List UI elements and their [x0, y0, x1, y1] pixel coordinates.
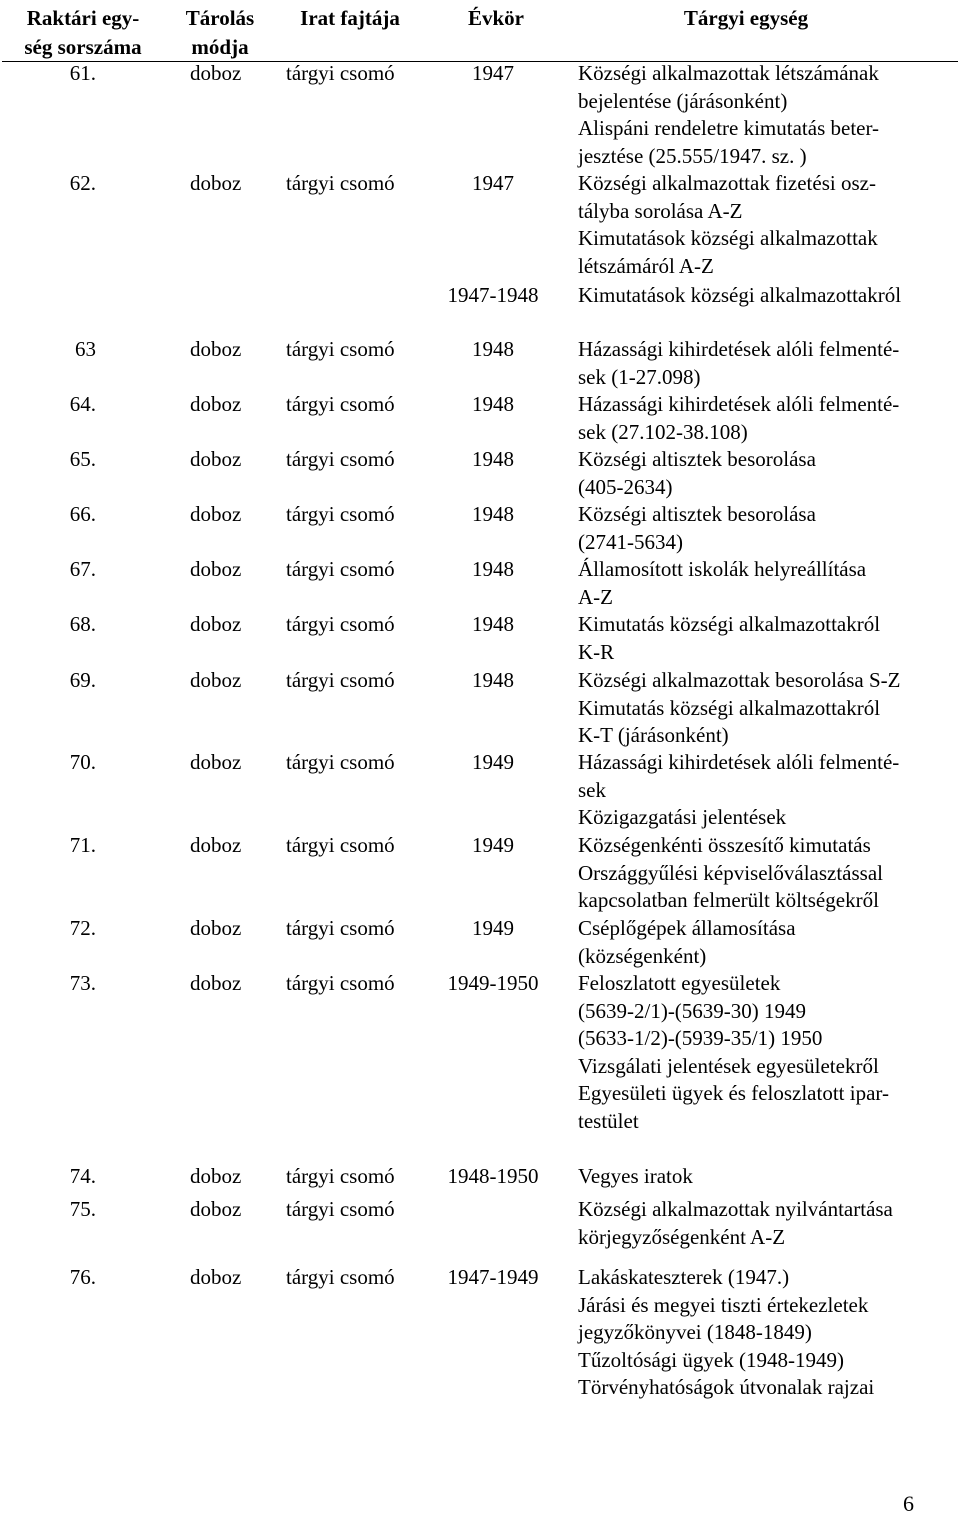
row-65-number: 65. — [69, 447, 96, 471]
row-70-subject: Házassági kihirdetések alóli felmenté- sek Közigazgatási jelentések — [578, 750, 900, 829]
row-63-type: tárgyi csomó — [286, 337, 395, 361]
row-63-subject: Házassági kihirdetések alóli felmenté- sek (1-27.098) — [578, 337, 900, 389]
header-document-type: Irat fajtája — [300, 6, 400, 30]
row-65-type: tárgyi csomó — [286, 447, 395, 471]
row-75-number: 75. — [69, 1197, 96, 1221]
row-64-storage: doboz — [190, 392, 242, 416]
row-61-number: 61. — [69, 61, 96, 85]
row-71-type: tárgyi csomó — [286, 833, 395, 857]
row-61-subject: Községi alkalmazottak létszámának bejelentése (járásonként) Alispáni rendeletre kimutatás beter- jesztése (25.555/1947. sz. ) — [578, 61, 880, 168]
row-73-subject: Feloszlatott egyesületek (5639-2/1)-(5639-30) 1949 (5633-1/2)-(5939-35/1) 1950 Vizsgálati jelentések egyesületekről Egyesületi ügyek és feloszlatott ipar- testület — [578, 971, 889, 1133]
row-74-storage: doboz — [190, 1164, 242, 1188]
header-storage-method: Tárolás módja — [185, 6, 255, 59]
row-64-subject: Házassági kihirdetések alóli felmenté- sek (27.102-38.108) — [578, 392, 900, 444]
row-68-type: tárgyi csomó — [286, 612, 395, 636]
row-74-years: 1948-1950 — [447, 1164, 539, 1188]
row-75-type: tárgyi csomó — [286, 1197, 395, 1221]
row-69-storage: doboz — [190, 668, 242, 692]
row-61-years: 1947 — [472, 61, 514, 85]
row-67-years: 1948 — [472, 557, 514, 581]
row-69-subject: Községi alkalmazottak besorolása S-Z Kimutatás községi alkalmazottakról K-T (járásonként) — [578, 668, 901, 747]
row-70-years: 1949 — [472, 750, 514, 774]
row-67-type: tárgyi csomó — [286, 557, 395, 581]
row-63-storage: doboz — [190, 337, 242, 361]
row-71-number: 71. — [69, 833, 96, 857]
row-62b-years: 1947-1948 — [447, 283, 539, 307]
row-68-years: 1948 — [472, 612, 514, 636]
row-76-type: tárgyi csomó — [286, 1265, 395, 1289]
row-76-years: 1947-1949 — [447, 1265, 539, 1289]
header-time-span: Évkör — [467, 6, 524, 30]
row-70-storage: doboz — [190, 750, 242, 774]
row-73-number: 73. — [69, 971, 96, 995]
row-68-storage: doboz — [190, 612, 242, 636]
row-74-subject: Vegyes iratok — [578, 1164, 693, 1188]
row-72-number: 72. — [69, 916, 96, 940]
row-75-storage: doboz — [190, 1197, 242, 1221]
row-62-storage: doboz — [190, 171, 242, 195]
row-76-subject: Lakáskateszterek (1947.) Járási és megyei tiszti értekezletek jegyzőkönyvei (1848-1849) Tűzoltósági ügyek (1948-1949) Törvényhatóságok útvonalak rajzai — [578, 1265, 875, 1399]
row-71-subject: Községenkénti összesítő kimutatás Országgyűlési képviselőválasztással kapcsolatban felmerült költségekről — [578, 833, 883, 912]
row-72-storage: doboz — [190, 916, 242, 940]
row-68-number: 68. — [69, 612, 96, 636]
row-68-subject: Kimutatás községi alkalmazottakról K-R — [578, 612, 881, 664]
row-67-subject: Államosított iskolák helyreállítása A-Z — [578, 557, 867, 609]
row-72-type: tárgyi csomó — [286, 916, 395, 940]
row-76-storage: doboz — [190, 1265, 242, 1289]
row-62-subject: Községi alkalmazottak fizetési osz- tályba sorolása A-Z Kimutatások községi alkalmazottak létszámáról A-Z — [578, 171, 878, 278]
row-72-subject: Cséplőgépek államosítása (községenként) — [578, 916, 796, 968]
row-67-number: 67. — [69, 557, 96, 581]
row-71-storage: doboz — [190, 833, 242, 857]
row-65-subject: Községi altisztek besorolása (405-2634) — [578, 447, 816, 499]
header-subject-unit: Tárgyi egység — [683, 6, 809, 30]
row-69-type: tárgyi csomó — [286, 668, 395, 692]
row-66-subject: Községi altisztek besorolása (2741-5634) — [578, 502, 816, 554]
row-73-years: 1949-1950 — [447, 971, 539, 995]
row-62b-subject: Kimutatások községi alkalmazottakról — [578, 283, 902, 307]
row-62-type: tárgyi csomó — [286, 171, 395, 195]
row-69-number: 69. — [69, 668, 96, 692]
row-73-type: tárgyi csomó — [286, 971, 395, 995]
header-unit-number: Raktári egy- ség sorszáma — [24, 6, 142, 59]
row-70-type: tárgyi csomó — [286, 750, 395, 774]
row-72-years: 1949 — [472, 916, 514, 940]
row-63-number: 63 — [75, 337, 96, 361]
row-64-years: 1948 — [472, 392, 514, 416]
row-74-number: 74. — [69, 1164, 96, 1188]
row-66-years: 1948 — [472, 502, 514, 526]
row-66-type: tárgyi csomó — [286, 502, 395, 526]
row-73-storage: doboz — [190, 971, 242, 995]
row-65-years: 1948 — [472, 447, 514, 471]
row-66-storage: doboz — [190, 502, 242, 526]
row-71-years: 1949 — [472, 833, 514, 857]
row-61-type: tárgyi csomó — [286, 61, 395, 85]
row-62-number: 62. — [69, 171, 96, 195]
row-74-type: tárgyi csomó — [286, 1164, 395, 1188]
page-number: 6 — [903, 1491, 914, 1516]
row-75-subject: Községi alkalmazottak nyilvántartása körjegyzőségenként A-Z — [578, 1197, 893, 1249]
row-70-number: 70. — [69, 750, 96, 774]
row-64-number: 64. — [69, 392, 96, 416]
row-76-number: 76. — [69, 1265, 96, 1289]
row-67-storage: doboz — [190, 557, 242, 581]
row-62-years: 1947 — [472, 171, 514, 195]
row-61-storage: doboz — [190, 61, 242, 85]
row-65-storage: doboz — [190, 447, 242, 471]
row-64-type: tárgyi csomó — [286, 392, 395, 416]
row-63-years: 1948 — [472, 337, 514, 361]
row-66-number: 66. — [69, 502, 96, 526]
row-69-years: 1948 — [472, 668, 514, 692]
